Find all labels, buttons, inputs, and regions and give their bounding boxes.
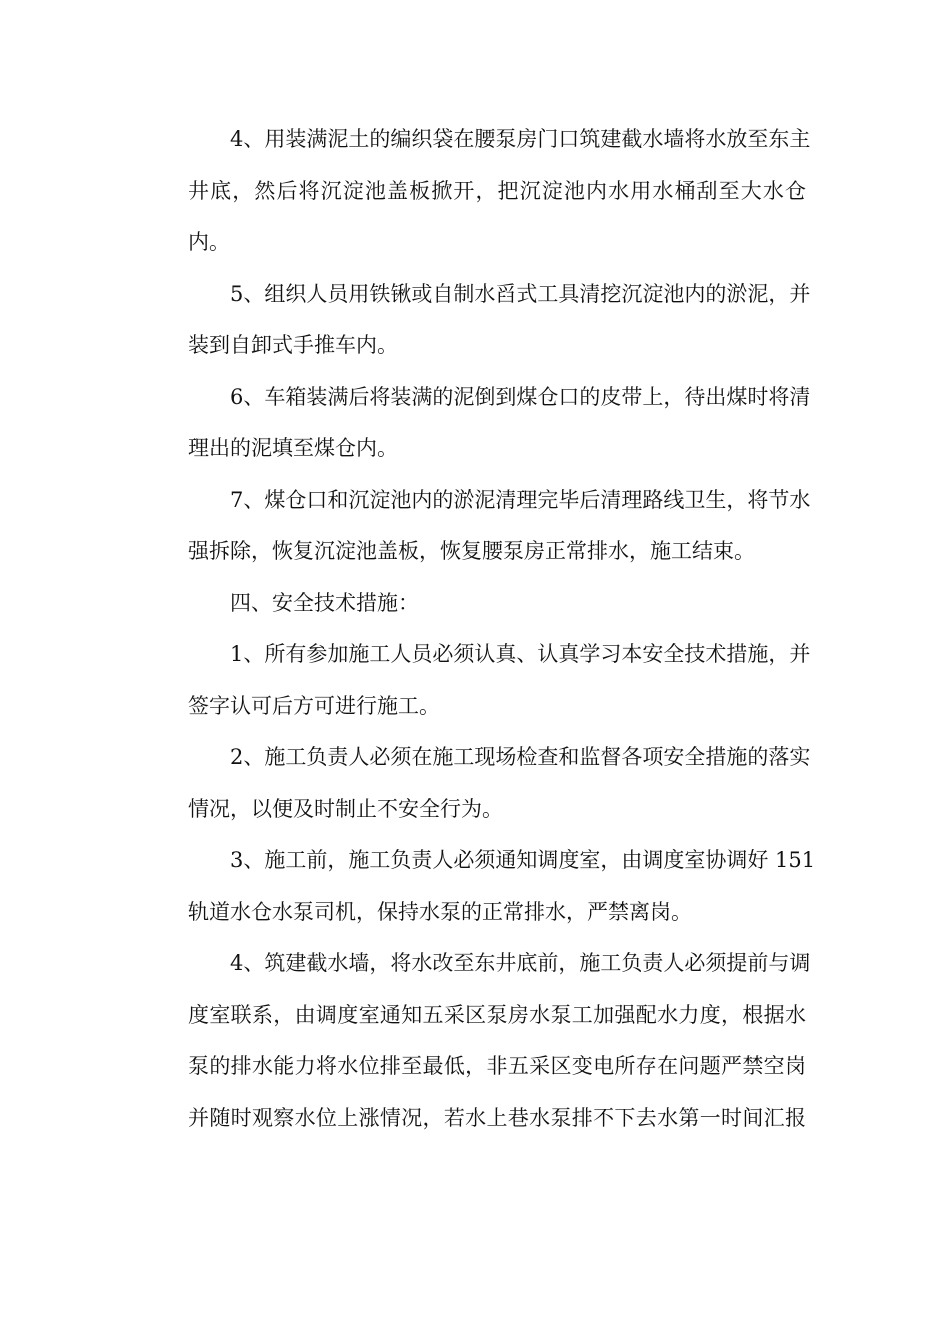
text-line: 内。 bbox=[188, 230, 230, 254]
text-line: 情况，以便及时制止不安全行为。 bbox=[188, 796, 503, 821]
paragraph-measure-1 bbox=[146, 629, 811, 732]
text-line: 签字认可后方可进行施工。 bbox=[188, 693, 440, 718]
text-line: 7、煤仓口和沉淀池内的淤泥清理完毕后清理路线卫生，将节水 bbox=[230, 487, 811, 512]
paragraph-step-6 bbox=[146, 372, 811, 475]
text-line: 装到自卸式手推车内。 bbox=[188, 333, 398, 357]
paragraph-step-7 bbox=[146, 475, 811, 578]
paragraph-step-4 bbox=[146, 114, 811, 269]
text-line: 理出的泥填至煤仓内。 bbox=[188, 436, 398, 460]
paragraph-measure-4 bbox=[146, 938, 811, 1144]
heading-text: 四、安全技术措施： bbox=[230, 590, 419, 615]
text-line: 4、用装满泥土的编织袋在腰泵房门口筑建截水墙将水放至东主 bbox=[230, 127, 811, 151]
text-line: 6、车箱装满后将装满的泥倒到煤仓口的皮带上，待出煤时将清 bbox=[230, 384, 811, 409]
section-heading-safety-measures bbox=[146, 578, 806, 630]
text-line: 度室联系，由调度室通知五采区泵房水泵工加强配水力度，根据水 bbox=[188, 1002, 806, 1027]
paragraph-measure-2 bbox=[146, 732, 811, 835]
text-line: 4、筑建截水墙，将水改至东井底前，施工负责人必须提前与调 bbox=[230, 951, 811, 975]
paragraph-step-5 bbox=[146, 269, 811, 372]
text-line: 并随时观察水位上涨情况，若水上巷水泵排不下去水第一时间汇报 bbox=[188, 1105, 806, 1130]
text-line: 2、施工负责人必须在施工现场检查和监督各项安全措施的落实 bbox=[230, 745, 811, 769]
text-line: 5、组织人员用铁锹或自制水舀式工具清挖沉淀池内的淤泥，并 bbox=[230, 281, 811, 306]
text-line: 井底，然后将沉淀池盖板掀开，把沉淀池内水用水桶刮至大水仓 bbox=[188, 178, 806, 203]
text-line: 强拆除，恢复沉淀池盖板，恢复腰泵房正常排水，施工结束。 bbox=[188, 539, 755, 563]
text-line: 轨道水仓水泵司机，保持水泵的正常排水，严禁离岗。 bbox=[188, 899, 692, 924]
text-line: 1、所有参加施工人员必须认真、认真学习本安全技术措施，并 bbox=[230, 642, 811, 666]
paragraph-measure-3 bbox=[146, 835, 816, 938]
document-body bbox=[146, 114, 816, 1144]
text-line: 泵的排水能力将水位排至最低，非五采区变电所存在问题严禁空岗 bbox=[188, 1054, 806, 1078]
text-line: 3、施工前，施工负责人必须通知调度室，由调度室协调好 151 bbox=[230, 848, 816, 872]
